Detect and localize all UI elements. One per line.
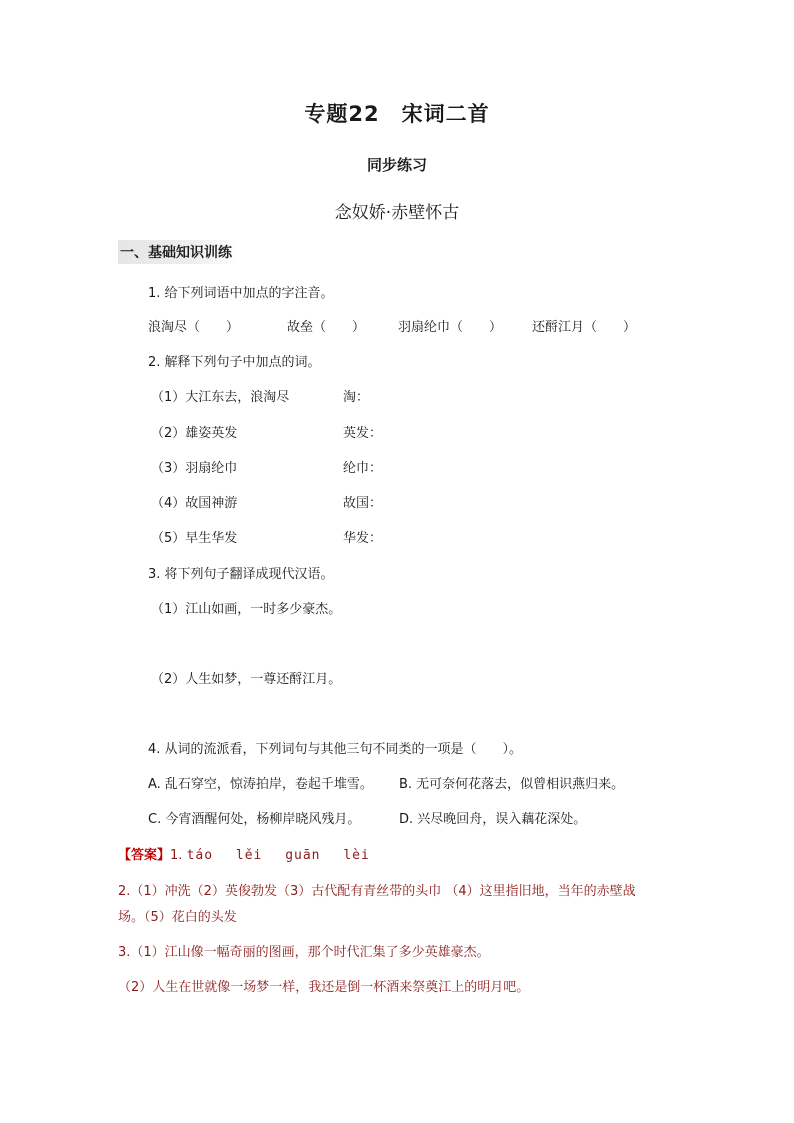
- q2-word-2: 英发：: [343, 426, 383, 441]
- answer-label: 【答案】: [118, 848, 171, 863]
- answer-1-pinyin: [187, 848, 384, 863]
- answer-2-line-2: 场。（5）花白的头发: [118, 910, 237, 925]
- q2-prompt: 2. 解释下列句子中加点的词。: [148, 355, 321, 370]
- q3-item-1: （1）江山如画，一时多少豪杰。: [151, 602, 342, 617]
- q4-option-a: A. 乱石穿空，惊涛拍岸，卷起千堆雪。: [148, 777, 373, 792]
- answer-2-line-1: 2.（1）冲洗（2）英俊勃发（3）古代配有青丝带的头巾 （4）这里指旧地，当年的赤壁战: [118, 884, 636, 899]
- q1-item-4: 还酹江月（ ）: [532, 320, 637, 335]
- q2-sentence-2: （2）雄姿英发: [151, 426, 238, 441]
- q2-word-5: 华发：: [343, 531, 383, 546]
- q2-sentence-5: （5）早生华发: [151, 531, 238, 546]
- q4-option-c: C. 今宵酒醒何处，杨柳岸晓风残月。: [148, 812, 361, 827]
- q2-word-3: 纶巾：: [343, 461, 383, 476]
- q1-prompt: 1. 给下列词语中加点的字注音。: [148, 286, 334, 301]
- q3-prompt: 3. 将下列句子翻译成现代汉语。: [148, 567, 334, 582]
- pinyin-4: lèi: [343, 848, 370, 863]
- q2-sentence-1: （1）大江东去，浪淘尽: [151, 390, 290, 405]
- answer-1-prefix: 1.: [170, 848, 183, 863]
- page-title: 专题22 宋词二首: [304, 102, 490, 126]
- answer-3-line-2: （2）人生在世就像一场梦一样，我还是倒一杯酒来祭奠江上的明月吧。: [118, 980, 530, 995]
- pinyin-3: guān: [285, 848, 321, 863]
- q3-item-2: （2）人生如梦，一尊还酹江月。: [151, 672, 342, 687]
- q2-sentence-4: （4）故国神游: [151, 496, 238, 511]
- q1-item-3: 羽扇纶巾（ ）: [398, 320, 503, 335]
- q1-item-1: 浪淘尽（ ）: [148, 320, 240, 335]
- q1-item-2: 故垒（ ）: [287, 320, 366, 335]
- pinyin-1: táo: [186, 848, 214, 863]
- q4-option-b: B. 无可奈何花落去，似曾相识燕归来。: [399, 777, 625, 792]
- q2-word-1: 淘：: [343, 390, 370, 405]
- answer-3-line-1: 3.（1）江山像一幅奇丽的图画，那个时代汇集了多少英雄豪杰。: [118, 945, 490, 960]
- page-subtitle: 同步练习: [366, 156, 427, 174]
- q2-word-4: 故国：: [343, 496, 383, 511]
- q4-option-d: D. 兴尽晚回舟，误入藕花深处。: [399, 812, 587, 827]
- poem-title: 念奴娇·赤壁怀古: [334, 203, 460, 223]
- section-heading: 一、基础知识训练: [118, 240, 238, 264]
- pinyin-2: lěi: [235, 848, 263, 863]
- q4-prompt: 4. 从词的流派看，下列词句与其他三句不同类的一项是（ ）。: [148, 742, 523, 757]
- q2-sentence-3: （3）羽扇纶巾: [151, 461, 238, 476]
- answer-line-1: [118, 844, 384, 863]
